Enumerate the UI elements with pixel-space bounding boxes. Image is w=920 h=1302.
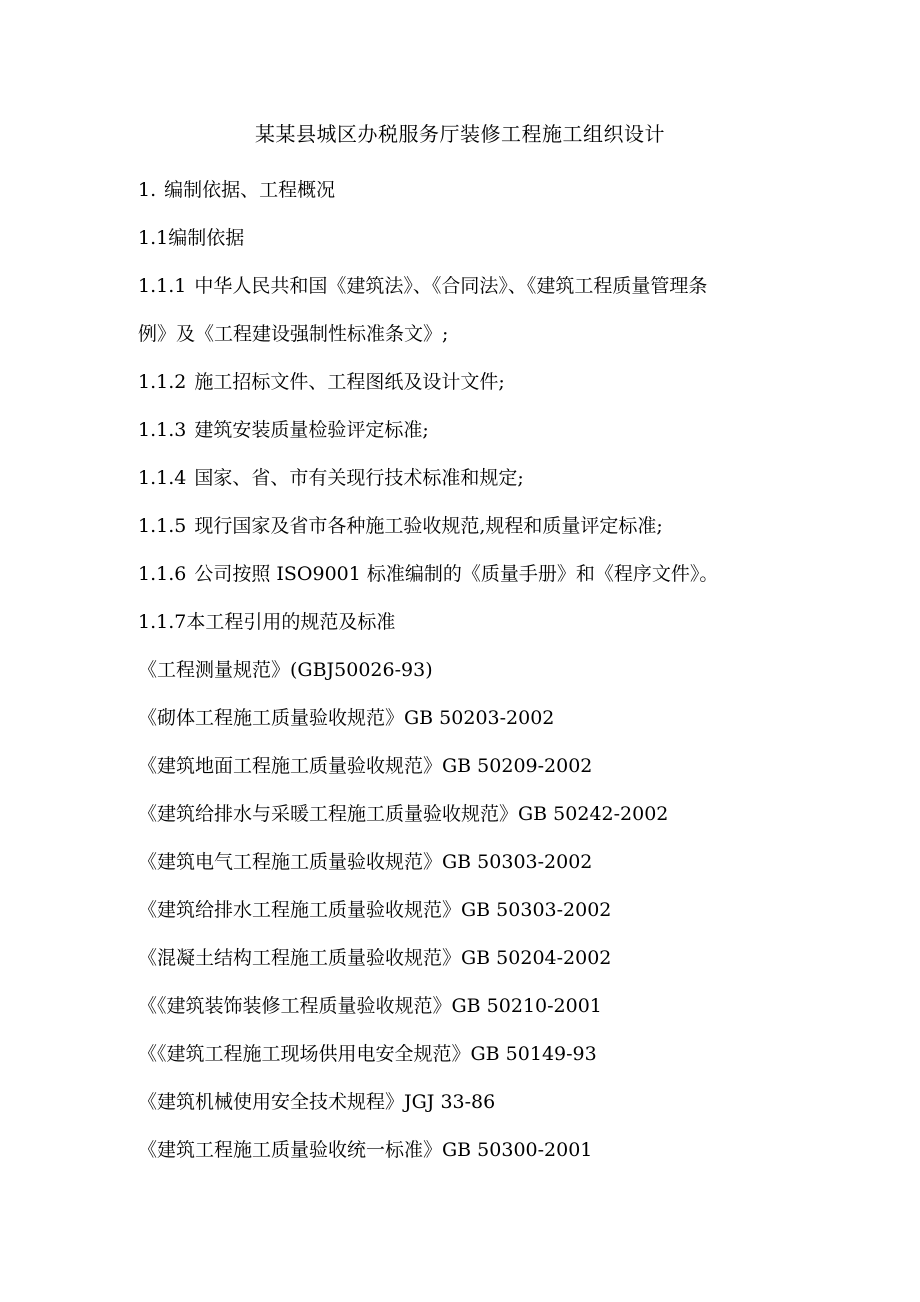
section-number: 1. bbox=[138, 179, 157, 201]
clause-number: 1.1.5 bbox=[138, 515, 187, 537]
clause-1-1-3 bbox=[138, 406, 798, 454]
section-heading-1 bbox=[138, 166, 798, 214]
standard-item: 《建筑给排水工程施工质量验收规范》GB 50303-2002 bbox=[138, 899, 612, 921]
clause-number: 1.1.4 bbox=[138, 467, 187, 489]
document-title: 某某县城区办税服务厅装修工程施工组织设计 bbox=[255, 122, 665, 146]
section-number: 1.1 bbox=[138, 227, 169, 249]
standard-item: 《建筑机械使用安全技术规程》JGJ 33-86 bbox=[138, 1091, 496, 1113]
clause-number: 1.1.7 bbox=[138, 611, 187, 633]
clause-1-1-4 bbox=[138, 454, 798, 502]
clause-text: 建筑安装质量检验评定标准; bbox=[194, 419, 429, 441]
section-heading-1-1 bbox=[138, 214, 798, 262]
clause-1-1-7 bbox=[138, 598, 798, 646]
standard-item: 《《建筑装饰装修工程质量验收规范》GB 50210-2001 bbox=[138, 995, 602, 1017]
clause-text: 国家、省、市有关现行技术标准和规定; bbox=[194, 467, 524, 489]
clause-1-1-6 bbox=[138, 550, 798, 598]
standard-item: 《建筑地面工程施工质量验收规范》GB 50209-2002 bbox=[138, 755, 593, 777]
clause-1-1-2 bbox=[138, 358, 798, 406]
clause-1-1-5 bbox=[138, 502, 798, 550]
document-body bbox=[138, 166, 798, 1174]
clause-text: 中华人民共和国《建筑法》、《合同法》、《建筑工程质量管理条 bbox=[194, 275, 708, 297]
clause-1-1-1-continued bbox=[138, 310, 798, 358]
clause-text: 公司按照 ISO9001 标准编制的《质量手册》和《程序文件》。 bbox=[194, 563, 719, 585]
standard-item: 《建筑电气工程施工质量验收规范》GB 50303-2002 bbox=[138, 851, 593, 873]
clause-number: 1.1.6 bbox=[138, 563, 187, 585]
standard-item: 《混凝土结构工程施工质量验收规范》GB 50204-2002 bbox=[138, 947, 612, 969]
section-text: 编制依据 bbox=[168, 227, 245, 249]
clause-text: 现行国家及省市各种施工验收规范,规程和质量评定标准; bbox=[194, 515, 663, 537]
standard-item: 《工程测量规范》(GBJ50026-93) bbox=[138, 659, 433, 681]
clause-text: 施工招标文件、工程图纸及设计文件; bbox=[194, 371, 505, 393]
standard-item: 《建筑工程施工质量验收统一标准》GB 50300-2001 bbox=[138, 1139, 593, 1161]
section-text: 编制依据、工程概况 bbox=[164, 179, 336, 201]
clause-number: 1.1.2 bbox=[138, 371, 187, 393]
clause-text: 本工程引用的规范及标准 bbox=[186, 611, 396, 633]
clause-text: 例》及《工程建设强制性标准条文》; bbox=[138, 323, 449, 345]
clause-number: 1.1.3 bbox=[138, 419, 187, 441]
clause-1-1-1 bbox=[138, 262, 798, 310]
clause-number: 1.1.1 bbox=[138, 275, 187, 297]
standard-item: 《建筑给排水与采暖工程施工质量验收规范》GB 50242-2002 bbox=[138, 803, 669, 825]
standard-item: 《《建筑工程施工现场供用电安全规范》GB 50149-93 bbox=[138, 1043, 597, 1065]
standard-item: 《砌体工程施工质量验收规范》GB 50203-2002 bbox=[138, 707, 555, 729]
